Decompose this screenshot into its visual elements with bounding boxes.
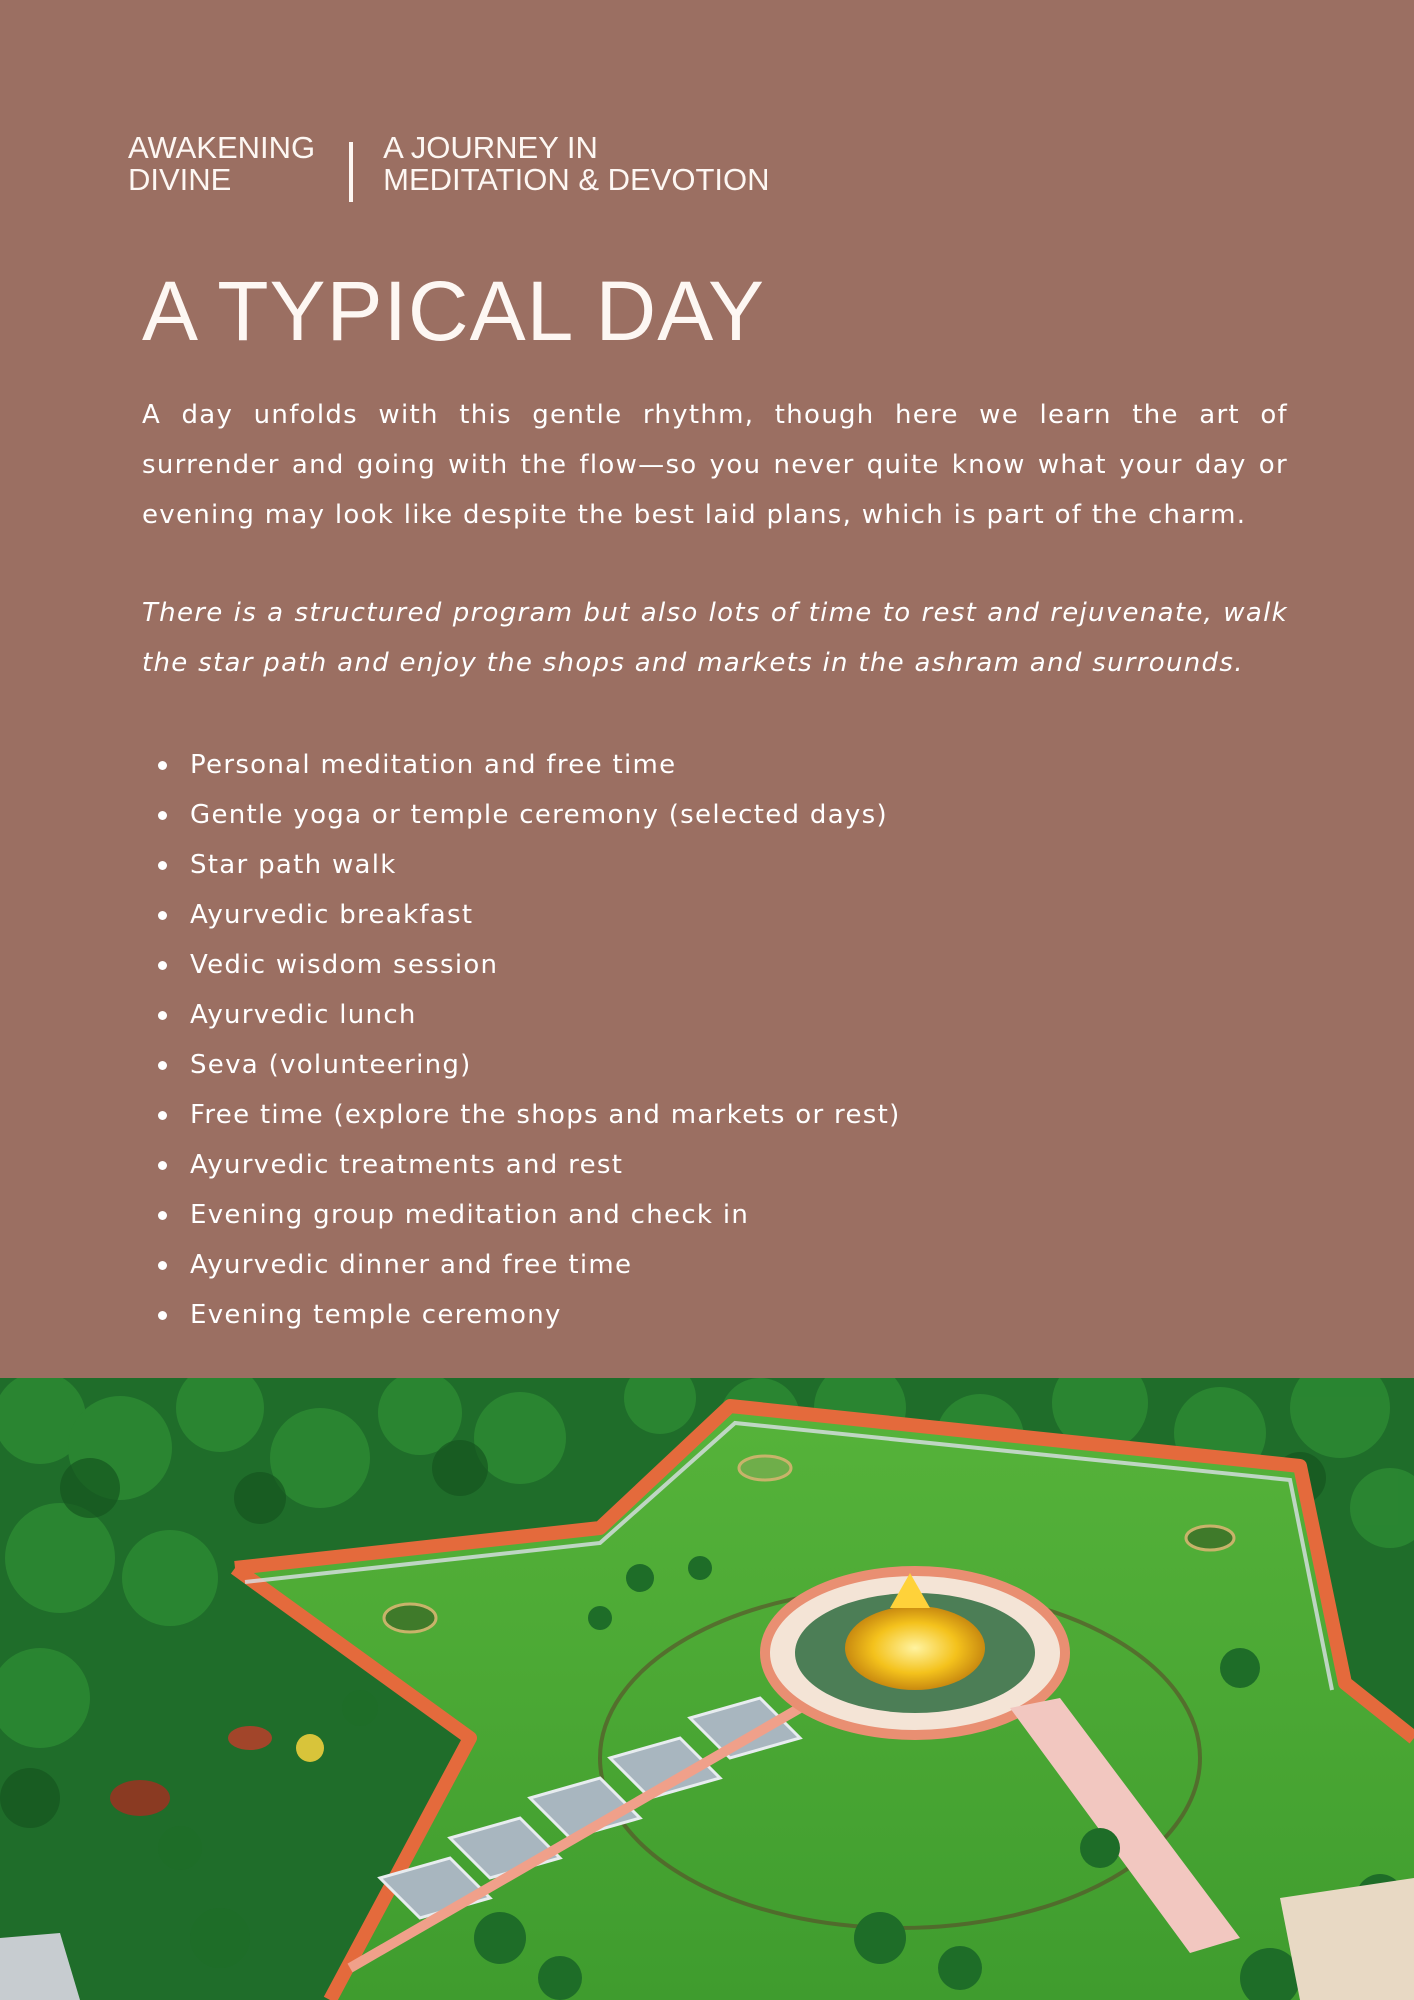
schedule-item: Vedic wisdom session bbox=[142, 940, 901, 990]
schedule-item: Ayurvedic treatments and rest bbox=[142, 1140, 901, 1190]
guest-building bbox=[1280, 1878, 1414, 2000]
schedule-item: Free time (explore the shops and markets or rest) bbox=[142, 1090, 901, 1140]
schedule-item: Ayurvedic breakfast bbox=[142, 890, 901, 940]
schedule-item: Star path walk bbox=[142, 840, 901, 890]
tagline-line-2: MEDITATION & DEVOTION bbox=[383, 162, 770, 197]
intro-paragraph: A day unfolds with this gentle rhythm, though here we learn the art of surrender and going with the flow—so you never quite know what your day or evening may look like despite the best laid plans, which is part of the charm. bbox=[142, 400, 1288, 530]
document-header bbox=[128, 132, 770, 202]
brand-line-2: DIVINE bbox=[128, 162, 232, 197]
schedule-item: Personal meditation and free time bbox=[142, 740, 901, 790]
header-divider bbox=[349, 142, 353, 202]
schedule-item: Ayurvedic lunch bbox=[142, 990, 901, 1040]
brand-line-1: AWAKENING bbox=[128, 130, 316, 165]
tagline bbox=[383, 132, 769, 196]
schedule-item: Gentle yoga or temple ceremony (selected days) bbox=[142, 790, 901, 840]
ashram-aerial-photo bbox=[0, 1378, 1414, 2000]
schedule-item: Evening temple ceremony bbox=[142, 1290, 901, 1340]
schedule-item: Seva (volunteering) bbox=[142, 1040, 901, 1090]
golden-temple bbox=[845, 1606, 985, 1690]
brand-name bbox=[128, 132, 315, 196]
tagline-line-1: A JOURNEY IN bbox=[383, 130, 598, 165]
schedule-item: Ayurvedic dinner and free time bbox=[142, 1240, 901, 1290]
program-note: There is a structured program but also lots of time to rest and rejuvenate, walk the star path and enjoy the shops and markets in the ashram and surrounds. bbox=[142, 598, 1288, 678]
daily-schedule-list bbox=[142, 740, 901, 1340]
page-title: A TYPICAL DAY bbox=[142, 264, 766, 358]
schedule-item: Evening group meditation and check in bbox=[142, 1190, 901, 1240]
